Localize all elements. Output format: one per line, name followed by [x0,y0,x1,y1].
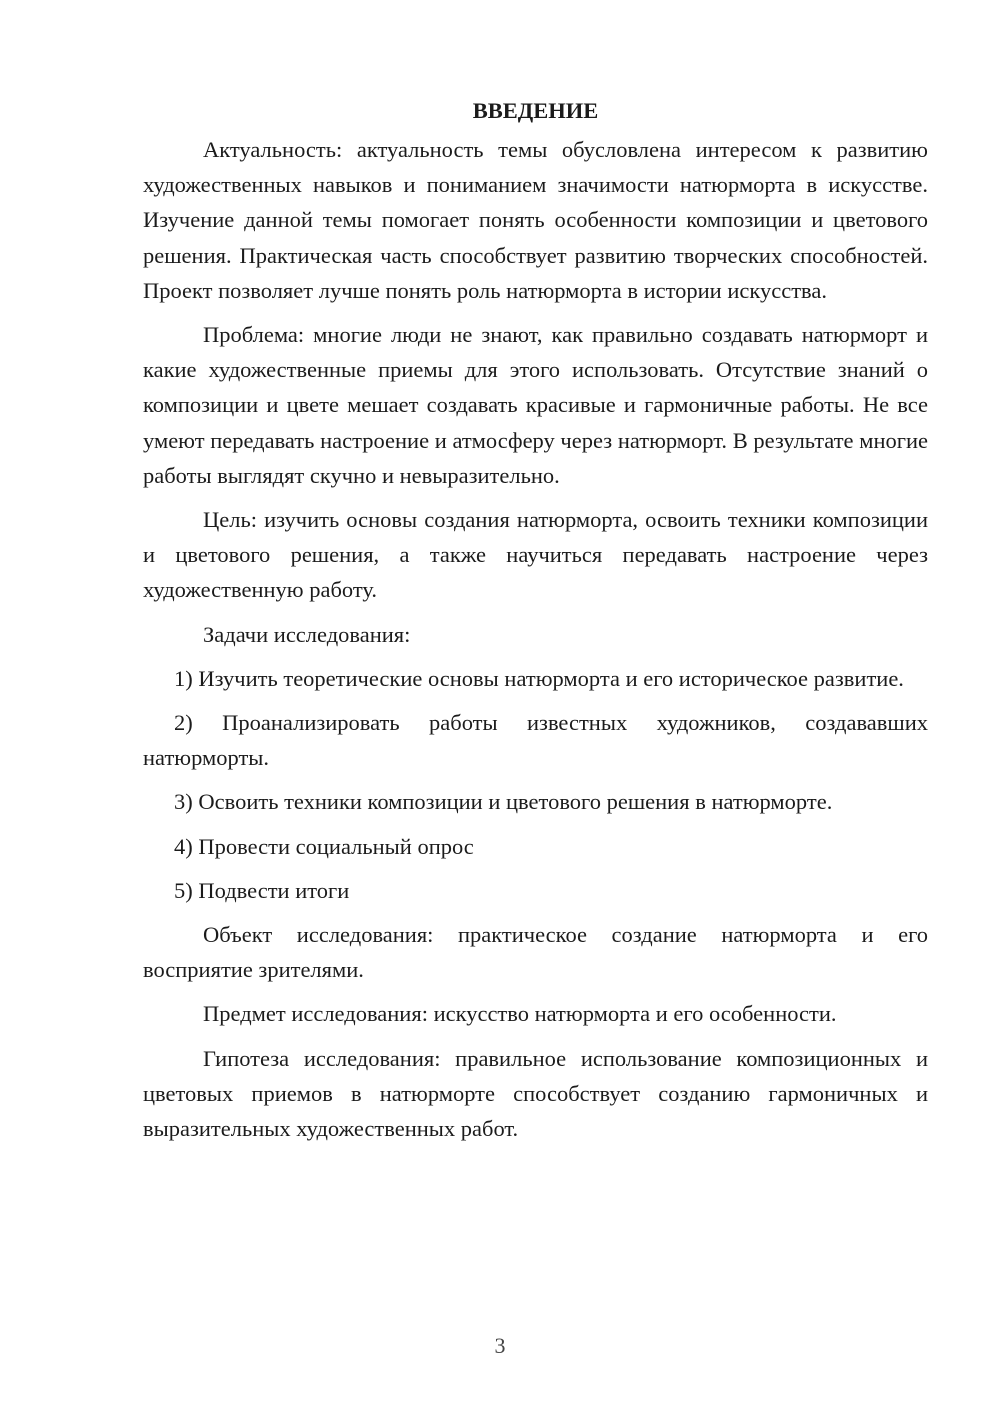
task-item-3: 3) Освоить техники композиции и цветового решения в натюрморте. [174,789,833,815]
subject-paragraph: Предмет исследования: искусство натюрморта и его особенности. [203,1001,837,1027]
page-body [143,93,928,1155]
hypothesis-paragraph: Гипотеза исследования: правильное использование композиционных и цветовых приемов в натюрморте способствует созданию гармоничных и выразительных художественных работ. [143,1045,928,1142]
relevance-paragraph: Актуальность: актуальность темы обусловлена интересом к развитию художественных навыков и пониманием значимости натюрморта в искусстве. Изучение данной темы помогает понять особенности композиции и цветового решения. Практическая часть способствует развитию творческих способностей. Проект позволяет лучше понять роль натюрморта в истории искусства. [143,137,928,303]
section-title: ВВЕДЕНИЕ [472,98,599,123]
tasks-heading: Задачи исследования: [203,621,411,647]
goal-paragraph: Цель: изучить основы создания натюрморта, освоить техники композиции и цветового решения, а также научиться передавать настроение через художественную работу. [143,507,928,603]
problem-paragraph: Проблема: многие люди не знают, как правильно создавать натюрморт и какие художественные приемы для этого использовать. Отсутствие знаний о композиции и цвете мешает создавать красивые и гармоничные работы. Не все умеют передавать настроение и атмосферу через натюрморт. В результате многие работы выглядят скучно и невыразительно. [143,322,928,488]
task-item-4: 4) Провести социальный опрос [174,833,474,859]
object-paragraph: Объект исследования: практическое создание натюрморта и его восприятие зрителями. [143,922,928,983]
task-item-2: 2) Проанализировать работы известных художников, создававших натюрморты. [143,710,928,771]
page-number: 3 [494,1333,506,1358]
task-item-5: 5) Подвести итоги [174,877,350,903]
task-item-1: 1) Изучить теоретические основы натюрморта и его историческое развитие. [174,665,904,691]
